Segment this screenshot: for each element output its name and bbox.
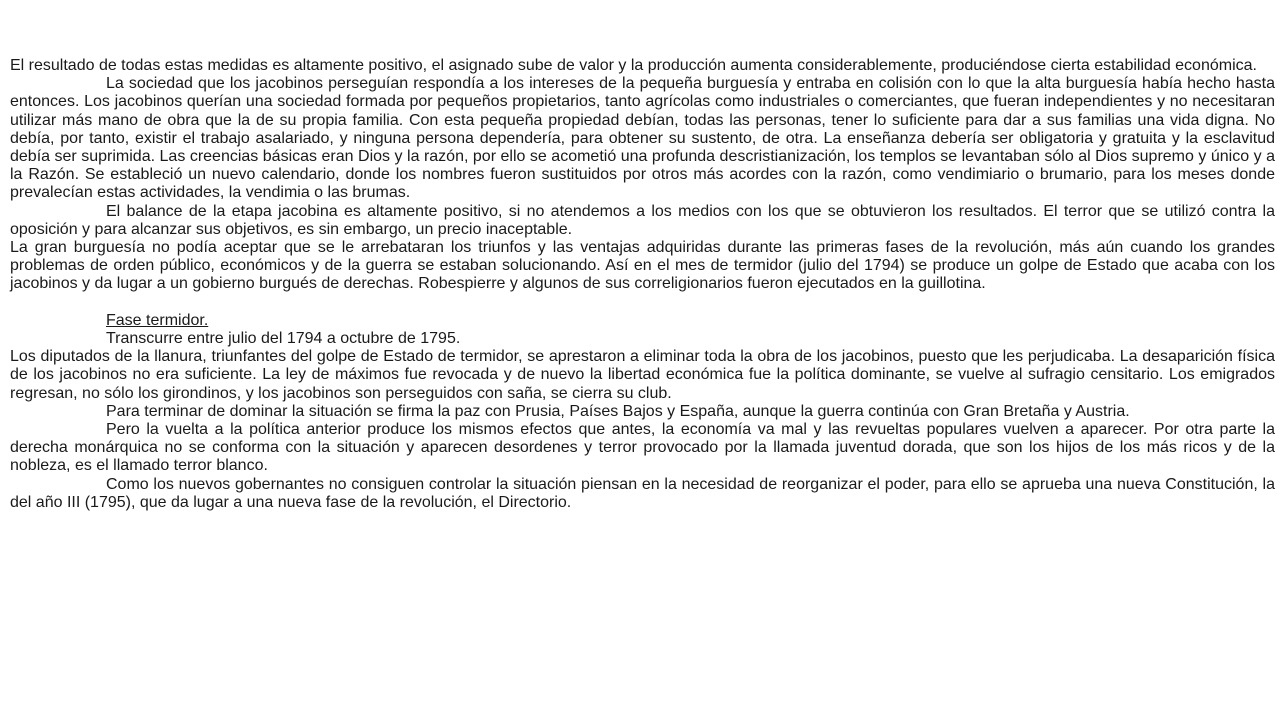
paragraph-llanura-deputies: Los diputados de la llanura, triunfantes del golpe de Estado de termidor, se aprestaron a eliminar toda la obra de los jacobinos, puesto que les perjudicaba. La desaparición física de los jacobinos no era suficiente. La ley de máximos fue revocada y de nuevo la libertad económica fue la política dominante, se vuelve al sufragio censitario. Los emigrados regresan, no sólo los girondinos, y los jacobinos son perseguidos con saña, se cierra su club. xyxy=(10,348,1275,402)
paragraph-termidor-dates: Transcurre entre julio del 1794 a octubre de 1795. xyxy=(106,330,461,348)
paragraph-jacobin-balance: El balance de la etapa jacobina es altamente positivo, si no atendemos a los medios con los que se obtuvieron los resultados. El terror que se utilizó contra la oposición y para alcanzar sus objetivos, es sin embargo, un precio inaceptable. xyxy=(10,202,1275,238)
document-body xyxy=(10,57,1275,512)
section-heading-text: Fase termidor. xyxy=(106,311,209,329)
paragraph-peace-treaties: Para terminar de dominar la situación se firma la paz con Prusia, Países Bajos y España, aunque la guerra continúa con Gran Bretaña y Austria. xyxy=(106,402,1130,420)
blank-line xyxy=(10,294,1275,312)
paragraph-termidor-coup: La gran burguesía no podía aceptar que se le arrebataran los triunfos y las ventajas adquiridas durante las primeras fases de la revolución, más aún cuando los grandes problemas de orden público, económicos y de la guerra se estaban solucionando. Así en el mes de termidor (julio del 1794) se produce un golpe de Estado que acaba con los jacobinos y da lugar a un gobierno burgués de derechas. Robespierre y algunos de sus correligionarios fueron ejecutados en la guillotina. xyxy=(10,239,1275,293)
section-heading-fase-termidor xyxy=(10,312,1275,330)
paragraph-white-terror: Pero la vuelta a la política anterior produce los mismos efectos que antes, la economía va mal y las revueltas populares vuelven a aparecer. Por otra parte la derecha monárquica no se conforma con la situación y aparecen desordenes y terror provocado por la llamada juventud dorada, que son los hijos de los más ricos y de la nobleza, es el llamado terror blanco. xyxy=(10,421,1275,475)
paragraph-jacobin-society: La sociedad que los jacobinos perseguían respondía a los intereses de la pequeña burguesía y entraba en colisión con lo que la alta burguesía había hecho hasta entonces. Los jacobinos querían una sociedad formada por pequeños propietarios, tanto agrícolas como industriales o comerciantes, que fueran independientes y no necesitaran utilizar más mano de obra que la de su propia familia. Con esta pequeña propiedad debían, todas las personas, tener lo suficiente para dar a sus familias una vida digna. No debía, por tanto, existir el trabajo asalariado, y ninguna persona dependería, para obtener su sustento, de otra. La enseñanza debería ser obligatoria y gratuita y la esclavitud debía ser suprimida. Las creencias básicas eran Dios y la razón, por ello se acometió una profunda descristianización, los templos se levantaban sólo al Dios supremo y único y a la Razón. Se estableció un nuevo calendario, donde los nombres fueron sustituidos por otros más acordes con la razón, como vendimiario o brumario, para los meses donde prevalecían estas actividades, la vendimia o las brumas. xyxy=(10,75,1275,202)
paragraph-asignado-result: El resultado de todas estas medidas es altamente positivo, el asignado sube de valor y la producción aumenta considerablemente, produciéndose cierta estabilidad económica. xyxy=(10,57,1257,74)
paragraph-new-constitution: Como los nuevos gobernantes no consiguen controlar la situación piensan en la necesidad de reorganizar el poder, para ello se aprueba una nueva Constitución, la del año III (1795), que da lugar a una nueva fase de la revolución, el Directorio. xyxy=(10,475,1275,511)
